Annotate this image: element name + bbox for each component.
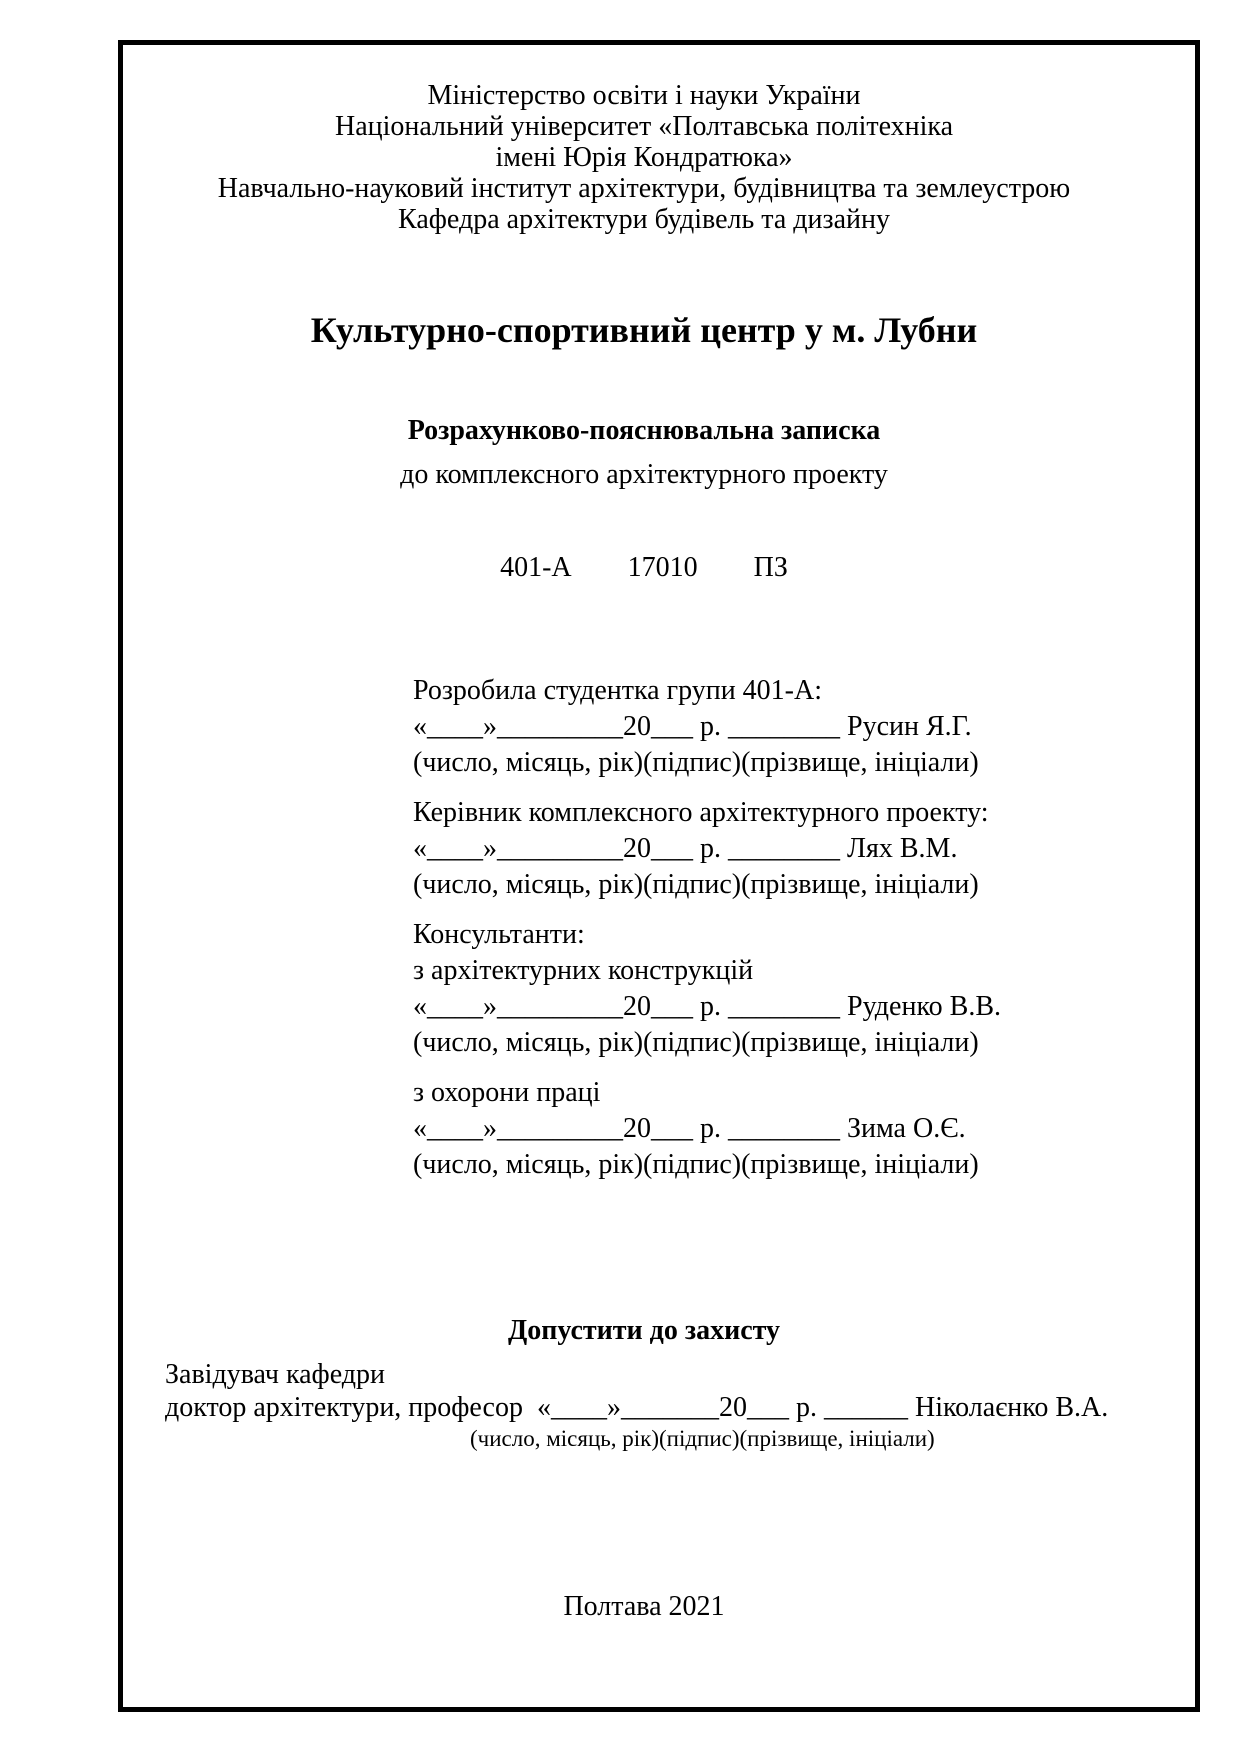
- signature-role: Консультанти:: [413, 919, 585, 950]
- signature-role: Розробила студентка групи 401-А:: [413, 675, 823, 706]
- header-line-university-name: імені Юрія Кондратюка»: [495, 142, 793, 173]
- signature-block-consultant-constructions: [413, 917, 1001, 1061]
- signature-caption: (число, місяць, рік)(підпис)(прізвище, ініціали): [413, 869, 979, 900]
- signature-caption: (число, місяць, рік)(підпис)(прізвище, ініціали): [413, 1027, 979, 1058]
- document-subtitle-bold: Розрахунково-пояснювальна записка: [407, 415, 881, 446]
- signature-role: з архітектурних конструкцій: [413, 955, 754, 986]
- institution-header: [123, 80, 1195, 235]
- signature-line: «____»_________20___ р. ________ Русин Я.Г.: [413, 711, 972, 742]
- signature-role: з охорони праці: [413, 1077, 601, 1108]
- signature-section: [413, 673, 1001, 1197]
- admit-to-defense-heading: Допустити до захисту: [507, 1315, 781, 1346]
- page-border-frame: [118, 40, 1200, 1712]
- header-line-university: Національний університет «Полтавська політехніка: [334, 111, 954, 142]
- header-line-department: Кафедра архітектури будівель та дизайну: [398, 204, 890, 235]
- signature-caption: (число, місяць, рік)(підпис)(прізвище, ініціали): [470, 1426, 935, 1451]
- signature-block-student: [413, 673, 1001, 781]
- signature-role: Керівник комплексного архітектурного проекту:: [413, 797, 989, 828]
- signature-line: «____»_________20___ р. ________ Зима О.Є.: [413, 1113, 966, 1144]
- department-head-approval-block: [165, 1358, 1108, 1454]
- city-year: Полтава 2021: [563, 1591, 725, 1622]
- code-group: 401-А: [500, 552, 572, 583]
- signature-line: «____»_________20___ р. ________ Лях В.М.: [413, 833, 958, 864]
- department-head-signature-line: доктор архітектури, професор «____»_______20___ р. ______ Ніколаєнко В.А.: [165, 1392, 1109, 1423]
- header-line-institute: Навчально-науковий інститут архітектури, будівництва та землеустрою: [217, 173, 1071, 204]
- document-title: Культурно-спортивний центр у м. Лубни: [310, 310, 978, 350]
- code-number: 17010: [627, 552, 698, 583]
- signature-caption: (число, місяць, рік)(підпис)(прізвище, ініціали): [413, 747, 979, 778]
- document-subtitle: до комплексного архітектурного проекту: [400, 459, 888, 490]
- signature-block-supervisor: [413, 795, 1001, 903]
- signature-block-consultant-labor-safety: [413, 1075, 1001, 1183]
- document-code-line: [123, 552, 1195, 584]
- signature-line: «____»_________20___ р. ________ Руденко В.В.: [413, 991, 1001, 1022]
- header-line-ministry: Міністерство освіти і науки України: [427, 80, 861, 111]
- code-suffix: ПЗ: [753, 552, 788, 583]
- signature-caption: (число, місяць, рік)(підпис)(прізвище, ініціали): [413, 1149, 979, 1180]
- department-head-role: Завідувач кафедри: [165, 1359, 385, 1390]
